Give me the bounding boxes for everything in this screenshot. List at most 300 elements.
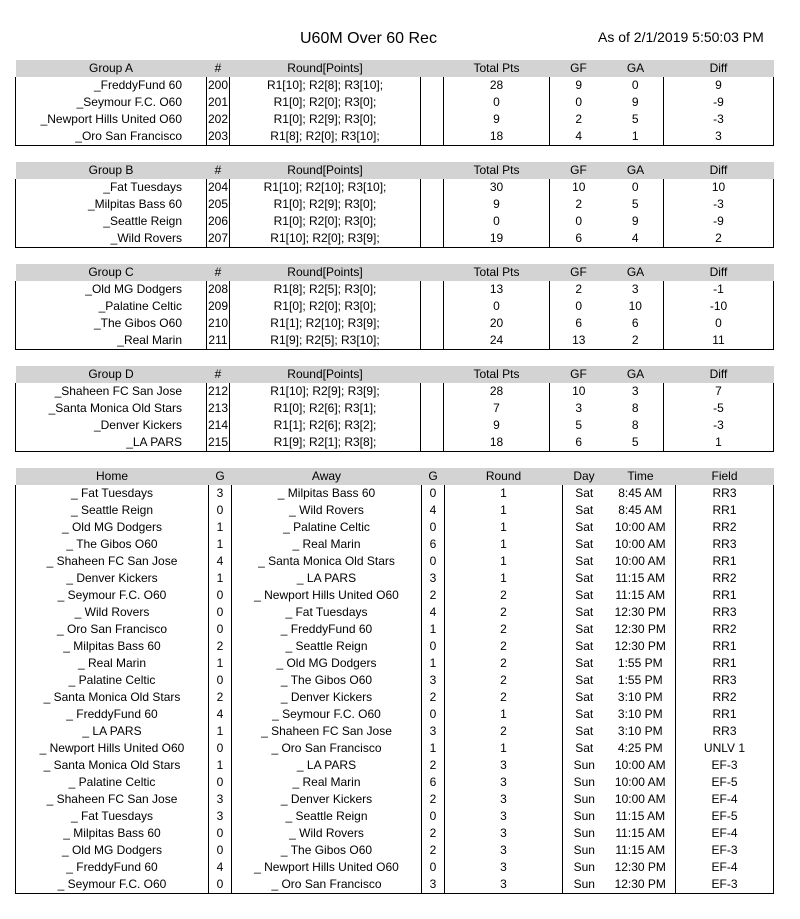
team-number: 211	[207, 332, 230, 350]
round: 3	[445, 791, 563, 808]
away-team: _ Fat Tuesdays	[232, 604, 422, 621]
away-team: _ Wild Rovers	[232, 502, 422, 519]
blank-cell	[421, 128, 444, 146]
away-goals: 3	[422, 672, 445, 689]
home-goals: 1	[209, 519, 232, 536]
team-name: _Shaheen FC San Jose	[16, 383, 207, 400]
home-goals: 1	[209, 723, 232, 740]
table-row	[16, 434, 774, 452]
blank-cell	[421, 400, 444, 417]
away-goals: 2	[422, 757, 445, 774]
total-points: 0	[444, 213, 550, 230]
table-row	[16, 179, 774, 196]
time: 4:25 PM	[606, 740, 676, 757]
goal-difference: -10	[664, 298, 774, 315]
time: 12:30 PM	[606, 876, 676, 894]
home-team: _ Wild Rovers	[16, 604, 209, 621]
table-row	[16, 740, 774, 757]
time: 11:15 AM	[606, 570, 676, 587]
away-team: _ Seymour F.C. O60	[232, 706, 422, 723]
goals-for: 2	[575, 112, 583, 126]
column-header: Diff	[664, 60, 774, 77]
home-team: _ FreddyFund 60	[16, 859, 209, 876]
table-row	[16, 859, 774, 876]
away-team: _ Real Marin	[232, 774, 422, 791]
team-number: 200	[207, 78, 229, 92]
field: RR3	[676, 672, 774, 689]
blank-cell	[421, 196, 444, 213]
round-points: R1[0]; R2[9]; R3[0];	[230, 111, 421, 128]
field: EF-4	[676, 825, 774, 842]
team-name: _Seymour F.C. O60	[16, 94, 207, 111]
away-team: _ Newport Hills United O60	[232, 859, 422, 876]
field: EF-4	[676, 859, 774, 876]
home-goals: 4	[209, 859, 232, 876]
away-goals: 0	[422, 638, 445, 655]
day: Sat	[575, 588, 594, 602]
goals-against: 10	[608, 298, 664, 315]
time: 1:55 PM	[606, 672, 676, 689]
round-points: R1[8]; R2[0]; R3[10];	[230, 128, 421, 146]
away-team: _ Denver Kickers	[232, 689, 422, 706]
time: 11:15 AM	[606, 825, 676, 842]
round: 3	[445, 774, 563, 791]
column-header: GA	[608, 60, 664, 77]
away-goals: 1	[422, 621, 445, 638]
home-goals: 3	[209, 808, 232, 825]
table-row	[16, 808, 774, 825]
column-header: GA	[608, 264, 664, 281]
field: RR1	[676, 638, 774, 655]
round-points: R1[0]; R2[0]; R3[0];	[230, 298, 421, 315]
table-row	[16, 723, 774, 740]
round-points: R1[10]; R2[8]; R3[10];	[230, 77, 421, 94]
away-goals: 2	[422, 587, 445, 604]
group-table	[15, 264, 774, 350]
total-points: 28	[444, 383, 550, 400]
away-team: _ Seattle Reign	[232, 808, 422, 825]
time: 10:00 AM	[606, 774, 676, 791]
round-points: R1[9]; R2[1]; R3[8];	[230, 434, 421, 452]
away-goals: 0	[422, 808, 445, 825]
table-row	[16, 315, 774, 332]
team-number: 206	[207, 214, 229, 228]
column-header: Total Pts	[444, 264, 550, 281]
column-header: Total Pts	[444, 162, 550, 179]
away-team: _ Real Marin	[232, 536, 422, 553]
field: EF-3	[676, 757, 774, 774]
home-team: _ Fat Tuesdays	[16, 808, 209, 825]
round: 2	[445, 638, 563, 655]
round: 3	[445, 757, 563, 774]
goal-difference: 2	[664, 230, 774, 248]
day: Sun	[573, 826, 595, 840]
round: 3	[445, 859, 563, 876]
away-goals: 1	[422, 740, 445, 757]
column-header: #	[207, 366, 230, 383]
time: 11:15 AM	[606, 808, 676, 825]
goals-for: 13	[550, 332, 608, 350]
day: Sun	[573, 843, 595, 857]
table-row	[16, 672, 774, 689]
home-team: _ Seymour F.C. O60	[16, 587, 209, 604]
away-goals: 3	[422, 570, 445, 587]
blank-cell	[421, 94, 444, 111]
column-header: Round[Points]	[230, 60, 421, 77]
home-goals: 1	[209, 655, 232, 672]
away-goals: 0	[422, 519, 445, 536]
away-goals: 3	[422, 876, 445, 894]
total-points: 30	[444, 179, 550, 196]
field: EF-4	[676, 791, 774, 808]
round-points: R1[1]; R2[6]; R3[2];	[230, 417, 421, 434]
team-name: _Seattle Reign	[16, 213, 207, 230]
round-points: R1[9]; R2[5]; R3[10];	[230, 332, 421, 350]
home-goals: 3	[209, 485, 232, 502]
team-number: 210	[207, 316, 229, 330]
table-row	[16, 502, 774, 519]
round: 1	[445, 485, 563, 502]
goals-for: 10	[572, 180, 586, 194]
away-team: _ Palatine Celtic	[232, 519, 422, 536]
table-row	[16, 638, 774, 655]
away-goals: 4	[422, 604, 445, 621]
home-goals: 1	[209, 570, 232, 587]
round-points: R1[0]; R2[0]; R3[0];	[230, 94, 421, 111]
time: 8:45 AM	[606, 485, 676, 502]
home-team: _ Real Marin	[16, 655, 209, 672]
team-number: 215	[207, 434, 230, 452]
goals-for: 10	[572, 384, 586, 398]
team-number: 212	[207, 384, 229, 398]
blank-cell	[421, 434, 444, 452]
day: Sun	[573, 809, 595, 823]
away-goals: 2	[422, 842, 445, 859]
goals-for: 5	[575, 418, 583, 432]
field: RR1	[676, 587, 774, 604]
day: Sat	[575, 707, 594, 721]
group-header-row	[16, 366, 774, 383]
team-name: _Santa Monica Old Stars	[16, 400, 207, 417]
away-team: _ LA PARS	[232, 757, 422, 774]
goals-against: 5	[608, 196, 664, 213]
total-points: 24	[444, 332, 550, 350]
time: 10:00 AM	[606, 519, 676, 536]
field: RR3	[676, 604, 774, 621]
day: Sat	[575, 520, 594, 534]
day: Sun	[573, 860, 595, 874]
goals-against: 5	[608, 111, 664, 128]
home-team: _ Shaheen FC San Jose	[16, 553, 209, 570]
goals-for: 6	[550, 230, 608, 248]
round: 3	[445, 876, 563, 894]
group-table	[15, 162, 774, 248]
away-goals: 1	[422, 655, 445, 672]
home-goals: 0	[209, 502, 232, 519]
table-row	[16, 417, 774, 434]
team-name: _Newport Hills United O60	[16, 111, 207, 128]
field: EF-3	[676, 876, 774, 894]
round: 2	[445, 655, 563, 672]
goal-difference: 0	[664, 315, 774, 332]
away-team: _ LA PARS	[232, 570, 422, 587]
time: 10:00 AM	[606, 536, 676, 553]
round: 3	[445, 825, 563, 842]
table-row	[16, 485, 774, 502]
time: 10:00 AM	[606, 791, 676, 808]
table-row	[16, 774, 774, 791]
team-number: 214	[207, 418, 229, 432]
table-row	[16, 111, 774, 128]
round: 1	[445, 740, 563, 757]
away-goals: 2	[422, 825, 445, 842]
team-name: _Real Marin	[16, 332, 207, 350]
goal-difference: -3	[664, 111, 774, 128]
table-row	[16, 604, 774, 621]
time: 8:45 AM	[606, 502, 676, 519]
away-team: _ Seattle Reign	[232, 638, 422, 655]
day: Sat	[575, 656, 594, 670]
home-team: _ Milpitas Bass 60	[16, 638, 209, 655]
away-team: _ Wild Rovers	[232, 825, 422, 842]
goals-for: 6	[575, 316, 583, 330]
home-team: _ Oro San Francisco	[16, 621, 209, 638]
blank-cell	[421, 179, 444, 196]
home-goals: 1	[209, 536, 232, 553]
column-header: Away	[232, 468, 422, 485]
home-goals: 0	[209, 876, 232, 894]
home-goals: 1	[209, 757, 232, 774]
away-team: _ Denver Kickers	[232, 791, 422, 808]
team-number: 202	[207, 112, 229, 126]
team-name: _Fat Tuesdays	[16, 179, 207, 196]
day: Sat	[575, 503, 594, 517]
column-header: Round	[445, 468, 563, 485]
table-row	[16, 77, 774, 94]
goal-difference: -9	[664, 213, 774, 230]
column-header: GF	[550, 366, 608, 383]
column-header: GF	[550, 264, 608, 281]
page-title: U60M Over 60 Rec	[300, 30, 437, 47]
round: 1	[445, 502, 563, 519]
team-name: _LA PARS	[16, 434, 207, 452]
column-header: Round[Points]	[230, 162, 421, 179]
table-row	[16, 570, 774, 587]
group-name: Group D	[16, 366, 207, 383]
group-name: Group A	[16, 60, 207, 77]
field: RR2	[676, 570, 774, 587]
round: 3	[445, 808, 563, 825]
column-header: Round[Points]	[230, 264, 421, 281]
away-team: _ Oro San Francisco	[232, 876, 422, 894]
field: EF-5	[676, 774, 774, 791]
column-header: Diff	[664, 366, 774, 383]
team-number: 208	[207, 282, 229, 296]
away-goals: 6	[422, 536, 445, 553]
as-of-timestamp: As of 2/1/2019 5:50:03 PM	[598, 29, 764, 45]
day: Sat	[575, 622, 594, 636]
day: Sat	[575, 741, 594, 755]
column-header: Total Pts	[444, 366, 550, 383]
home-goals: 3	[209, 791, 232, 808]
goals-against: 8	[608, 400, 664, 417]
round: 1	[445, 519, 563, 536]
home-team: _ Old MG Dodgers	[16, 842, 209, 859]
goal-difference: 7	[664, 383, 774, 400]
time: 11:15 AM	[606, 587, 676, 604]
column-header: G	[209, 468, 232, 485]
schedule-table	[15, 468, 774, 894]
day: Sun	[573, 758, 595, 772]
time: 1:55 PM	[606, 655, 676, 672]
goals-for: 0	[575, 299, 583, 313]
total-points: 0	[444, 94, 550, 111]
field: EF-5	[676, 808, 774, 825]
team-name: _Denver Kickers	[16, 417, 207, 434]
field: RR1	[676, 553, 774, 570]
column-header: Day	[563, 468, 606, 485]
group-header-row	[16, 60, 774, 77]
team-number: 207	[207, 230, 230, 248]
away-team: _ Newport Hills United O60	[232, 587, 422, 604]
round: 2	[445, 604, 563, 621]
round-points: R1[0]; R2[9]; R3[0];	[230, 196, 421, 213]
total-points: 7	[444, 400, 550, 417]
table-row	[16, 825, 774, 842]
away-goals: 2	[422, 791, 445, 808]
blank-cell	[421, 77, 444, 94]
goal-difference: 10	[664, 179, 774, 196]
total-points: 20	[444, 315, 550, 332]
home-goals: 2	[209, 638, 232, 655]
home-goals: 0	[209, 621, 232, 638]
table-row	[16, 213, 774, 230]
field: RR2	[676, 621, 774, 638]
blank-cell	[421, 383, 444, 400]
table-row	[16, 587, 774, 604]
team-name: _Palatine Celtic	[16, 298, 207, 315]
blank-cell	[421, 213, 444, 230]
total-points: 28	[444, 77, 550, 94]
goal-difference: -3	[664, 196, 774, 213]
round: 2	[445, 723, 563, 740]
day: Sat	[575, 673, 594, 687]
blank-cell	[421, 417, 444, 434]
column-header: #	[207, 60, 230, 77]
time: 10:00 AM	[606, 553, 676, 570]
column-header: #	[207, 162, 230, 179]
home-goals: 4	[209, 553, 232, 570]
goals-against: 0	[608, 179, 664, 196]
day: Sat	[575, 690, 594, 704]
home-goals: 0	[209, 672, 232, 689]
table-row	[16, 536, 774, 553]
day: Sat	[575, 571, 594, 585]
home-team: _ Palatine Celtic	[16, 774, 209, 791]
group-header-row	[16, 264, 774, 281]
team-name: _Wild Rovers	[16, 230, 207, 248]
goal-difference: 9	[664, 77, 774, 94]
table-row	[16, 128, 774, 146]
column-header: Diff	[664, 264, 774, 281]
table-row	[16, 706, 774, 723]
away-team: _ Old MG Dodgers	[232, 655, 422, 672]
goal-difference: -3	[664, 417, 774, 434]
round-points: R1[8]; R2[5]; R3[0];	[230, 281, 421, 298]
goals-for: 2	[575, 197, 583, 211]
blank-cell	[421, 298, 444, 315]
goal-difference: 1	[664, 434, 774, 452]
blank-cell	[421, 315, 444, 332]
time: 3:10 PM	[606, 723, 676, 740]
column-header: Round[Points]	[230, 366, 421, 383]
table-row	[16, 876, 774, 894]
table-row	[16, 332, 774, 350]
home-team: _ Denver Kickers	[16, 570, 209, 587]
goals-for: 9	[575, 78, 583, 92]
goals-for: 0	[575, 214, 583, 228]
goals-against: 2	[608, 332, 664, 350]
away-goals: 0	[422, 553, 445, 570]
day: Sat	[575, 605, 594, 619]
day: Sat	[575, 639, 594, 653]
field: RR1	[676, 706, 774, 723]
goals-for: 3	[575, 401, 583, 415]
away-goals: 0	[422, 706, 445, 723]
round-points: R1[1]; R2[10]; R3[9];	[230, 315, 421, 332]
column-header-blank	[421, 264, 444, 281]
home-team: _ Seymour F.C. O60	[16, 876, 209, 894]
total-points: 9	[444, 111, 550, 128]
round: 2	[445, 587, 563, 604]
home-team: _ Old MG Dodgers	[16, 519, 209, 536]
column-header-blank	[421, 366, 444, 383]
round: 1	[445, 553, 563, 570]
column-header: G	[422, 468, 445, 485]
round-points: R1[10]; R2[0]; R3[9];	[230, 230, 421, 248]
away-goals: 0	[422, 485, 445, 502]
home-goals: 0	[209, 842, 232, 859]
home-team: _ Santa Monica Old Stars	[16, 757, 209, 774]
table-row	[16, 553, 774, 570]
goals-against: 8	[608, 417, 664, 434]
goals-for: 0	[575, 95, 583, 109]
team-name: _Old MG Dodgers	[16, 281, 207, 298]
day: Sat	[575, 486, 594, 500]
table-row	[16, 757, 774, 774]
home-team: _ Shaheen FC San Jose	[16, 791, 209, 808]
round: 2	[445, 621, 563, 638]
goals-against: 4	[608, 230, 664, 248]
home-team: _ Fat Tuesdays	[16, 485, 209, 502]
field: EF-3	[676, 842, 774, 859]
group-table	[15, 366, 774, 452]
blank-cell	[421, 281, 444, 298]
home-team: _ Palatine Celtic	[16, 672, 209, 689]
home-goals: 2	[209, 689, 232, 706]
team-name: _FreddyFund 60	[16, 77, 207, 94]
home-team: _ LA PARS	[16, 723, 209, 740]
home-goals: 0	[209, 587, 232, 604]
column-header: Time	[606, 468, 676, 485]
away-team: _ The Gibos O60	[232, 842, 422, 859]
field: RR1	[676, 502, 774, 519]
column-header: GF	[550, 60, 608, 77]
home-goals: 0	[209, 740, 232, 757]
total-points: 18	[444, 128, 550, 146]
goal-difference: -1	[664, 281, 774, 298]
away-team: _ Oro San Francisco	[232, 740, 422, 757]
